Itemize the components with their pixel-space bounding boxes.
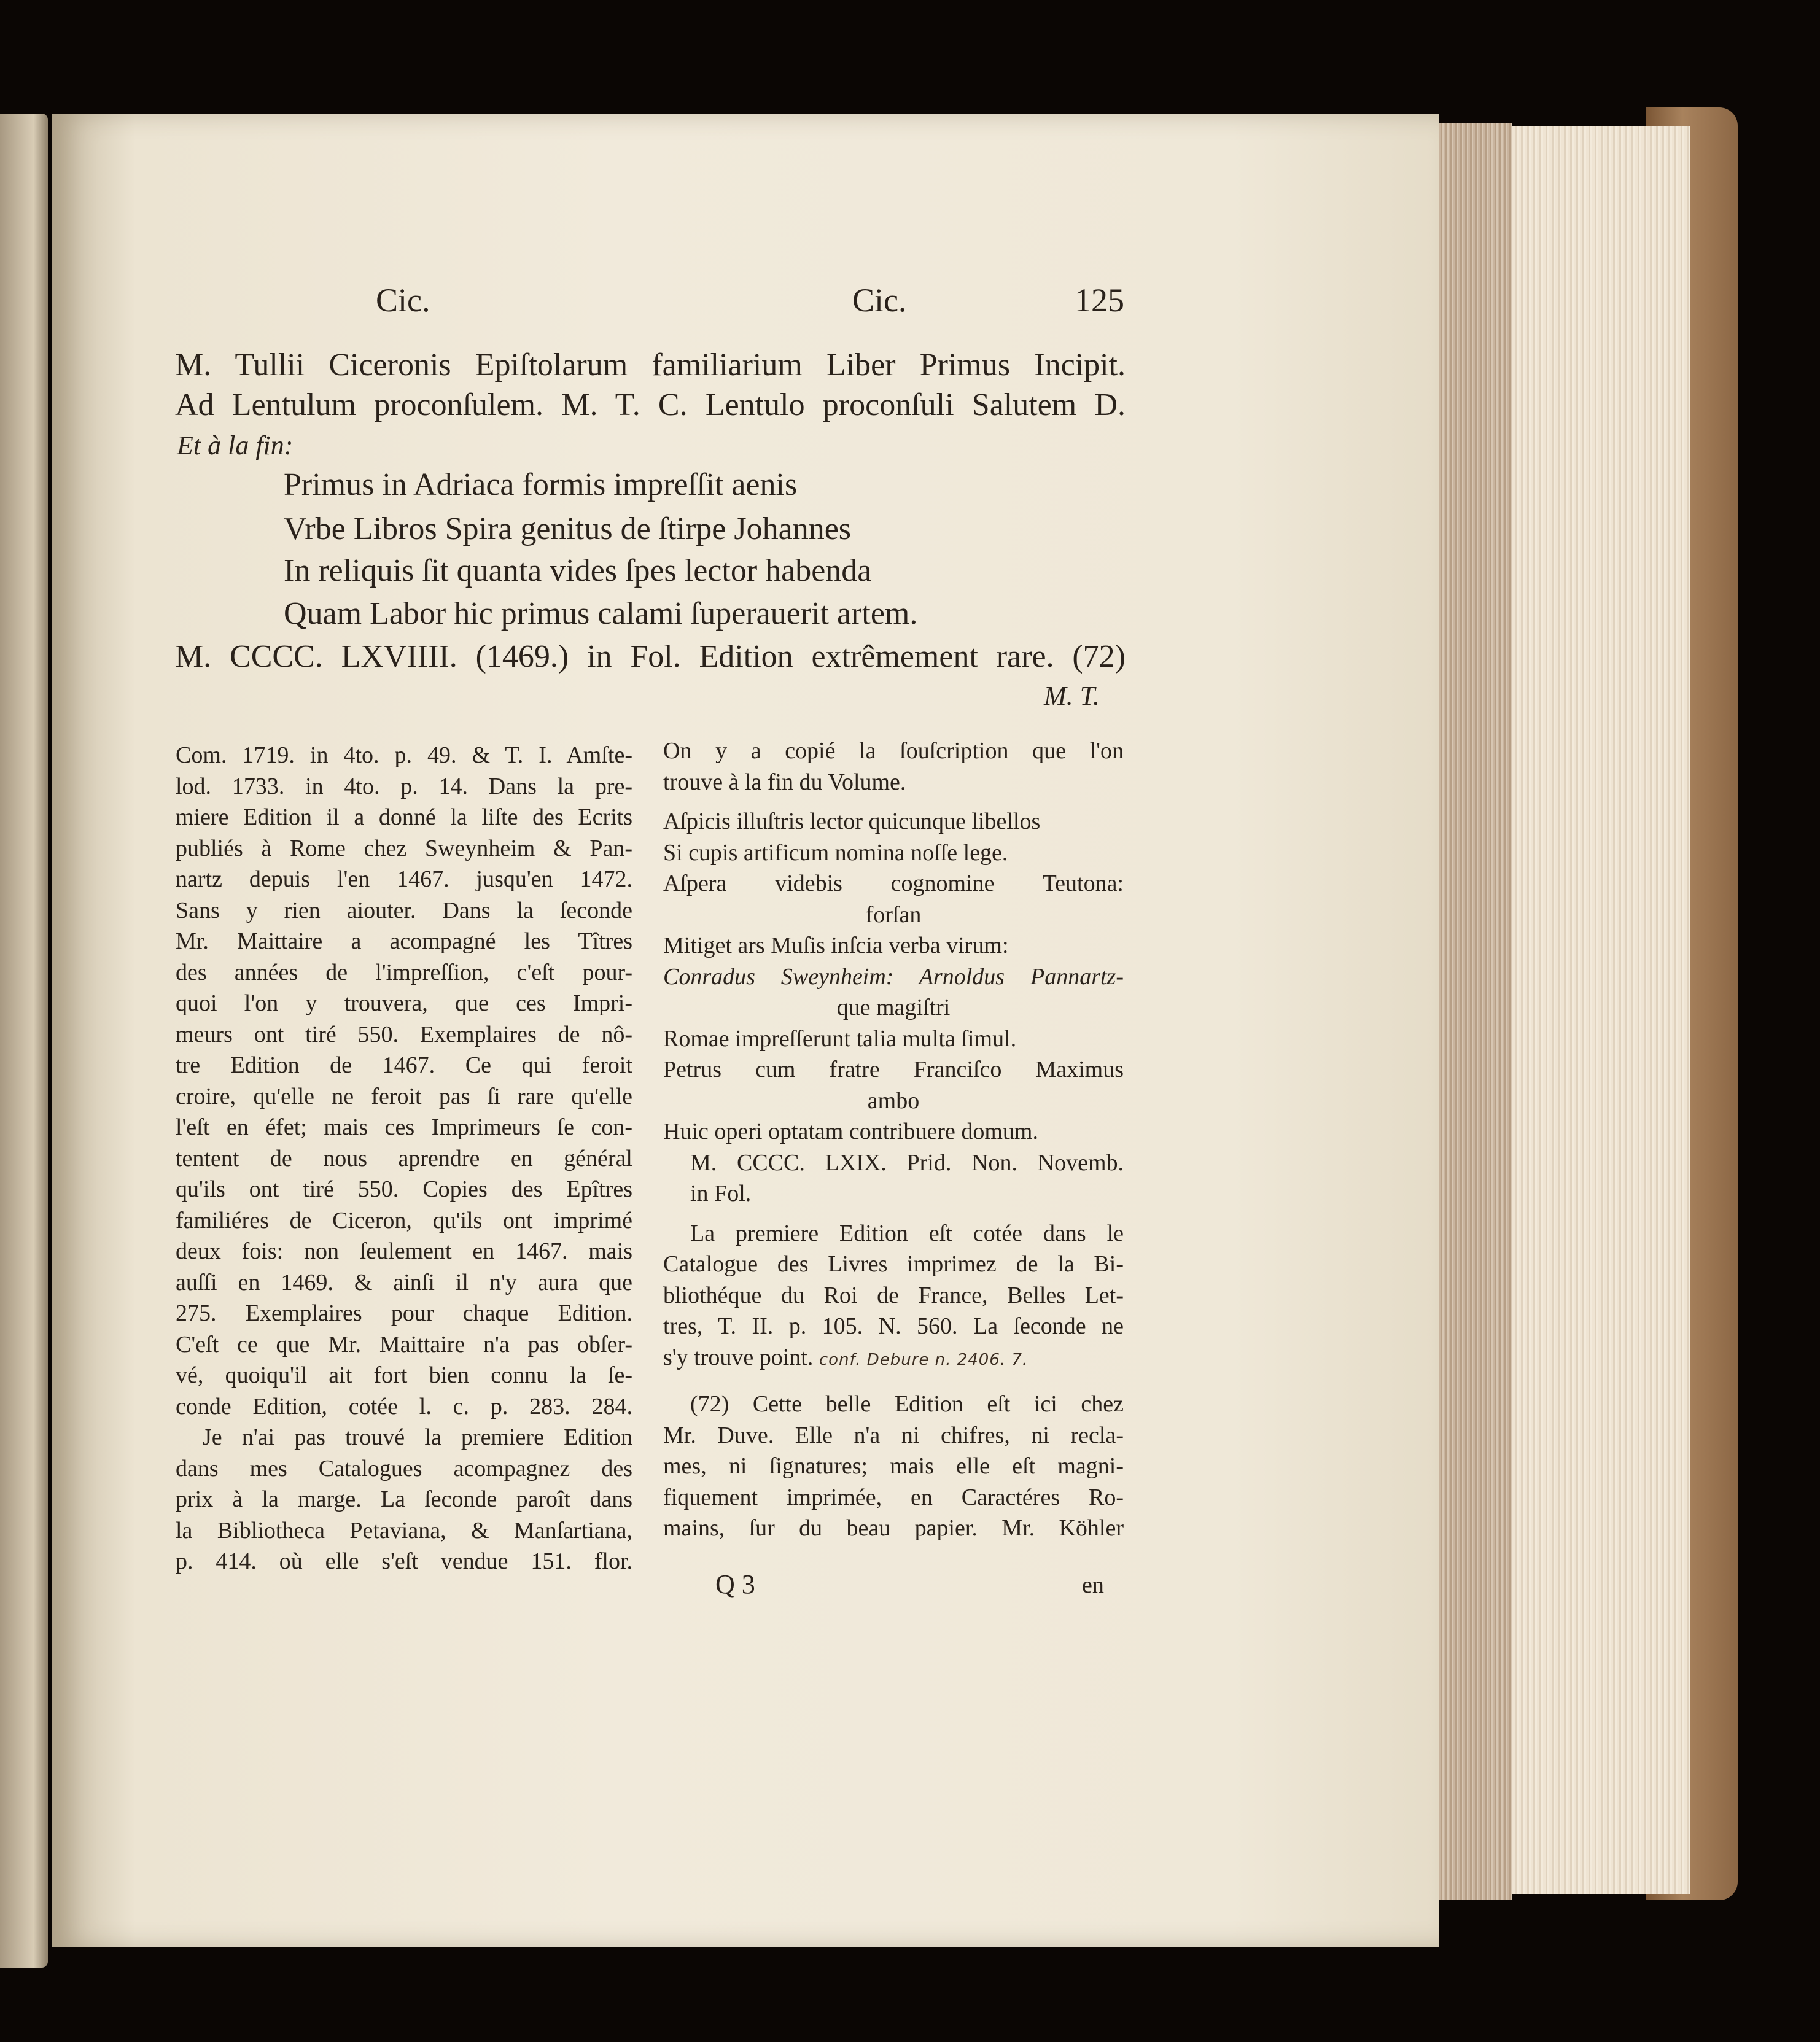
footnote-line: mes, ni ſignatures; mais elle eſt magni-: [663, 1453, 1124, 1479]
verse-line: ambo: [867, 1087, 920, 1114]
text-line: quoi l'on y trouvera, que ces Impri-: [176, 990, 632, 1016]
text-line: familiéres de Ciceron, qu'ils ont imprimé: [176, 1207, 632, 1233]
left-column: [176, 740, 632, 1577]
imprint-line: M. CCCC. LXVIIII. (1469.) in Fol. Edition extrêmement rare. (72): [175, 639, 1126, 674]
verse-line: Romae impreſſerunt talia multa ſimul.: [663, 1025, 1017, 1052]
text-line: vé, quoiqu'il ait fort bien connu la ſe-: [176, 1362, 632, 1388]
page-number: 125: [1075, 282, 1124, 319]
entry-address-line: Ad Lentulum proconſulem. M. T. C. Lentulo proconſuli Salutem D.: [175, 387, 1126, 422]
verse-line: in Fol.: [690, 1181, 752, 1206]
handwritten-note: conf. Debure n. 2406. 7.: [819, 1350, 1029, 1369]
text-line: l'eſt en éfet; mais ces Imprimeurs ſe con-: [176, 1114, 632, 1140]
text-line: p. 414. où elle s'eſt vendue 151. flor.: [176, 1548, 632, 1574]
text-line: 275. Exemplaires pour chaque Edition.: [176, 1300, 632, 1326]
text-line: Je n'ai pas trouvé la premiere Edition: [203, 1424, 632, 1450]
entry-colophon-intro: Et à la fin:: [177, 430, 294, 460]
text-line: nartz depuis l'en 1467. jusqu'en 1472.: [176, 866, 632, 892]
text-line: tres, T. II. p. 105. N. 560. La ſeconde ne: [663, 1313, 1124, 1339]
verse-line: Si cupis artificum nomina noſſe lege.: [663, 839, 1008, 866]
entry-title-line: M. Tullii Ciceronis Epiſtolarum familiarium Liber Primus Incipit.: [175, 347, 1126, 382]
text-line: trouve à la fin du Volume.: [663, 769, 906, 795]
verse-line: Aſpera videbis cognomine Teutona:: [663, 871, 1124, 896]
catchword-top: M. T.: [1044, 681, 1100, 711]
text-line: conde Edition, cotée l. c. p. 283. 284.: [176, 1393, 632, 1419]
text-line: Sans y rien aiouter. Dans la ſeconde: [176, 897, 632, 923]
text-line: auſſi en 1469. & ainſi il n'y aura que: [176, 1269, 632, 1295]
right-column: [663, 736, 1124, 1544]
text-line: prix à la marge. La ſeconde paroît dans: [176, 1486, 632, 1512]
text-line: miere Edition il a donné la liſte des Ecrits: [176, 804, 632, 830]
text-line: croire, qu'elle ne feroit pas ſi rare qu'elle: [176, 1083, 632, 1109]
text-line: tentent de nous aprendre en général: [176, 1145, 632, 1171]
text-line: dans mes Catalogues acompagnez des: [176, 1455, 632, 1481]
verse-line: forſan: [865, 901, 922, 928]
verse-line: Conradus Sweynheim: Arnoldus Pannartz-: [663, 963, 1124, 990]
footnote-line: mains, ſur du beau papier. Mr. Köhler: [663, 1515, 1124, 1541]
text-line: bliothéque du Roi de France, Belles Let-: [663, 1282, 1124, 1308]
text-line: La premiere Edition eſt cotée dans le: [690, 1220, 1124, 1246]
verse-line: Quam Labor hic primus calami ſuperauerit artem.: [284, 596, 918, 631]
verse-line: Huic operi optatam contribuere domum.: [663, 1119, 1038, 1144]
verse-line: Petrus cum fratre Franciſco Maximus: [663, 1057, 1124, 1082]
text-line: qu'ils ont tiré 550. Copies des Epîtres: [176, 1176, 632, 1202]
text-line: deux fois: non ſeulement en 1467. mais: [176, 1238, 632, 1264]
text-line: s'y trouve point. conf. Debure n. 2406. 7.: [663, 1344, 1029, 1370]
verse-line: Mitiget ars Muſis inſcia verba virum:: [663, 933, 1009, 958]
catchword-bottom: en: [1082, 1572, 1104, 1598]
text-line: lod. 1733. in 4to. p. 14. Dans la pre-: [176, 773, 632, 799]
verse-line: Primus in Adriaca formis impreſſit aenis: [284, 467, 798, 502]
text-line: meurs ont tiré 550. Exemplaires de nô-: [176, 1021, 632, 1047]
verse-line: que magiſtri: [836, 995, 951, 1020]
text-line: Catalogue des Livres imprimez de la Bi-: [663, 1251, 1124, 1277]
text-line: C'eſt ce que Mr. Maittaire n'a pas obſer-: [176, 1331, 632, 1357]
verse-line: In reliquis ſit quanta vides ſpes lector habenda: [284, 553, 872, 588]
text-line: publiés à Rome chez Sweynheim & Pan-: [176, 835, 632, 861]
verse-line: Aſpicis illuſtris lector quicunque libellos: [663, 809, 1041, 834]
verse-line: M. CCCC. LXIX. Prid. Non. Novemb.: [690, 1149, 1124, 1176]
footnote-line: (72) Cette belle Edition eſt ici chez: [690, 1391, 1124, 1417]
running-head-left: Cic.: [376, 282, 430, 319]
text-line: Com. 1719. in 4to. p. 49. & T. I. Amſte-: [176, 742, 632, 768]
footnote-line: fiquement imprimée, en Caractéres Ro-: [663, 1484, 1124, 1510]
text-line: On y a copié la ſouſcription que l'on: [663, 738, 1124, 764]
text-line: Mr. Maittaire a acompagné les Tîtres: [176, 928, 632, 954]
verse-line: Vrbe Libros Spira genitus de ſtirpe Johannes: [284, 511, 852, 546]
text-line: tre Edition de 1467. Ce qui feroit: [176, 1052, 632, 1078]
footnote-line: Mr. Duve. Elle n'a ni chifres, ni recla-: [663, 1422, 1124, 1448]
text-line: la Bibliotheca Petaviana, & Manſartiana,: [176, 1517, 632, 1543]
signature-mark: Q 3: [715, 1569, 755, 1599]
running-head-center: Cic.: [852, 282, 907, 319]
text-line: des années de l'impreſſion, c'eſt pour-: [176, 959, 632, 985]
